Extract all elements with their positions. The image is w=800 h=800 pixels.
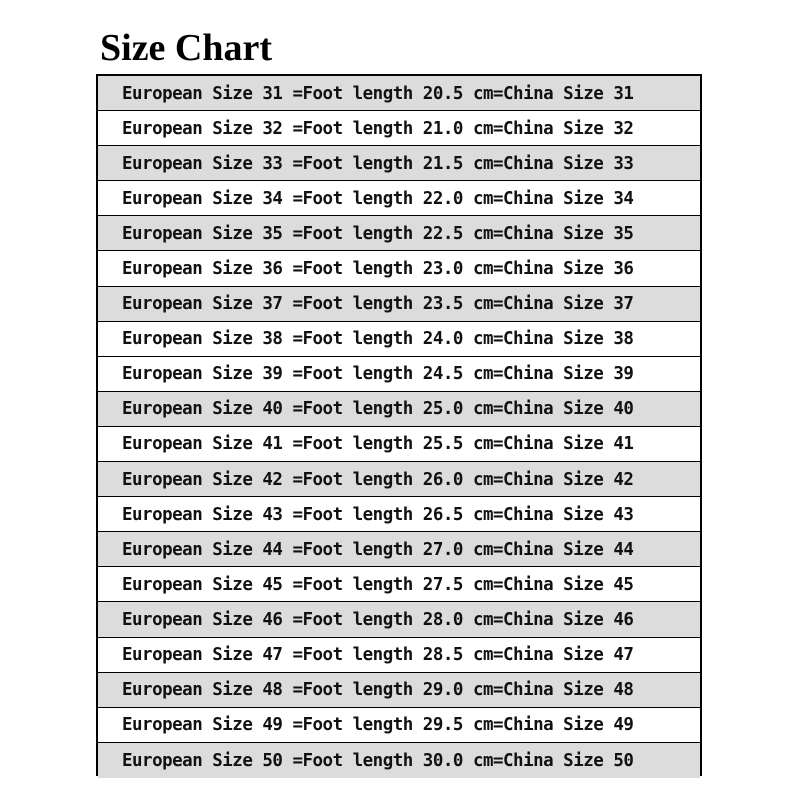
table-row [98, 76, 700, 111]
table-row [98, 392, 700, 427]
row-text: European Size 44 =Foot length 27.0 cm=China Size 44 [122, 538, 634, 560]
table-row [98, 532, 700, 567]
row-text: European Size 31 =Foot length 20.5 cm=China Size 31 [122, 82, 634, 104]
page-title: Size Chart [100, 27, 273, 69]
table-row [98, 146, 700, 181]
row-text: European Size 45 =Foot length 27.5 cm=China Size 45 [122, 573, 634, 595]
row-text: European Size 40 =Foot length 25.0 cm=China Size 40 [122, 398, 634, 420]
size-chart-table [96, 74, 702, 776]
table-row [98, 497, 700, 532]
row-text: European Size 42 =Foot length 26.0 cm=China Size 42 [122, 468, 634, 490]
row-text: European Size 38 =Foot length 24.0 cm=China Size 38 [122, 328, 634, 350]
row-text: European Size 49 =Foot length 29.5 cm=China Size 49 [122, 714, 634, 736]
row-text: European Size 32 =Foot length 21.0 cm=China Size 32 [122, 117, 634, 139]
row-text: European Size 48 =Foot length 29.0 cm=China Size 48 [122, 679, 634, 701]
table-row [98, 251, 700, 286]
row-text: European Size 43 =Foot length 26.5 cm=China Size 43 [122, 503, 634, 525]
table-row [98, 673, 700, 708]
row-text: European Size 37 =Foot length 23.5 cm=China Size 37 [122, 293, 634, 315]
row-text: European Size 50 =Foot length 30.0 cm=China Size 50 [122, 749, 634, 771]
table-row [98, 567, 700, 602]
row-text: European Size 33 =Foot length 21.5 cm=China Size 33 [122, 152, 634, 174]
table-row [98, 287, 700, 322]
table-row [98, 602, 700, 637]
row-text: European Size 39 =Foot length 24.5 cm=China Size 39 [122, 363, 634, 385]
table-row [98, 357, 700, 392]
table-row [98, 216, 700, 251]
table-row [98, 322, 700, 357]
row-text: European Size 41 =Foot length 25.5 cm=China Size 41 [122, 433, 634, 455]
table-row [98, 427, 700, 462]
row-text: European Size 46 =Foot length 28.0 cm=China Size 46 [122, 608, 634, 630]
row-text: European Size 36 =Foot length 23.0 cm=China Size 36 [122, 258, 634, 280]
table-row [98, 638, 700, 673]
table-row [98, 111, 700, 146]
table-row [98, 181, 700, 216]
row-text: European Size 47 =Foot length 28.5 cm=China Size 47 [122, 644, 634, 666]
table-row [98, 743, 700, 778]
table-row [98, 708, 700, 743]
row-text: European Size 35 =Foot length 22.5 cm=China Size 35 [122, 222, 634, 244]
table-row [98, 462, 700, 497]
row-text: European Size 34 =Foot length 22.0 cm=China Size 34 [122, 187, 634, 209]
